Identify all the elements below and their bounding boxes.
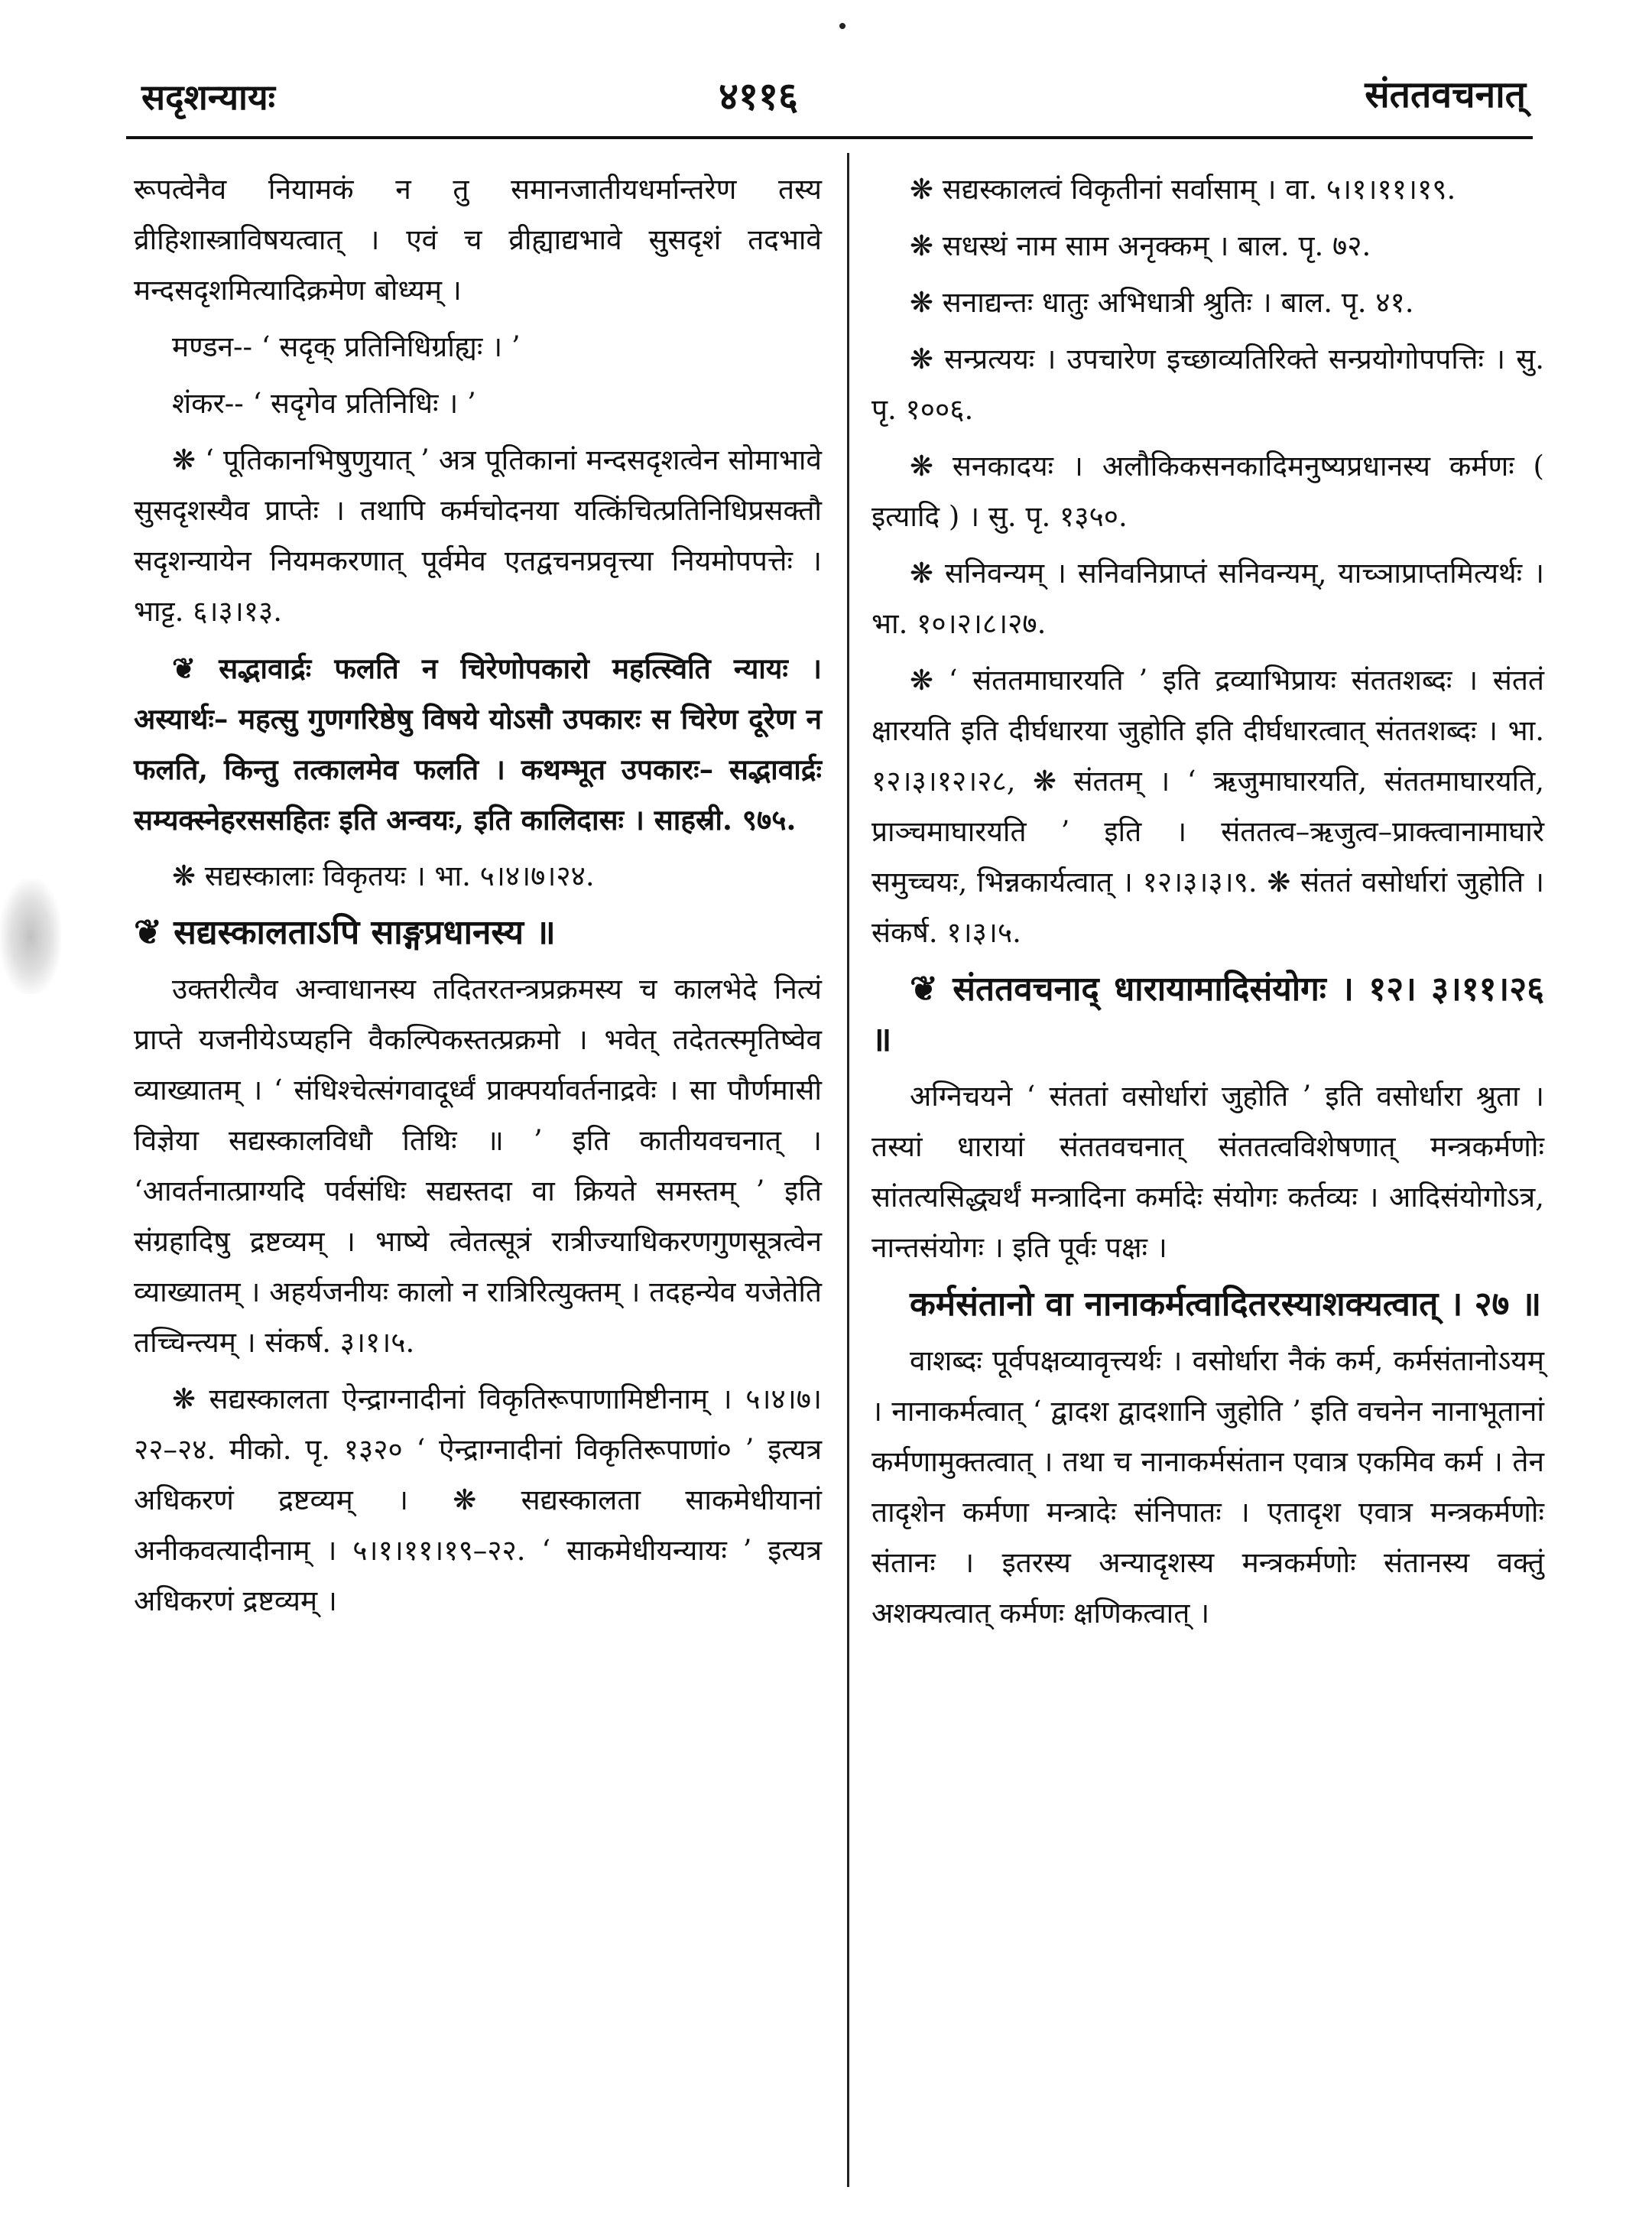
right-para-0: ❋ सद्यस्कालत्वं विकृतीनां सर्वासाम् । वा. ५।१।११।१९.	[910, 173, 1456, 206]
left-para-5: ❋ सद्यस्कालाः विकृतयः । भा. ५।४।७।२४.	[172, 860, 595, 892]
running-head-right: संततवचनात्	[1365, 73, 1526, 116]
header-rule	[126, 136, 1533, 139]
right-para-10: वाशब्दः पूर्वपक्षव्यावृत्त्यर्थः । वसोर्धारा नैकं कर्म, कर्मसंतानोऽयम् । नानाकर्मत्वात् ‘ द्वादश द्वादशानि जुहोति ’ इति वचनेन नानाभूतानां कर्मणामुक्तत्वात् । तथा च नानाकर्मसंतान एवात्र एकमिव कर्म । तेन तादृशेन कर्मणा मन्त्रादेः संनिपातः । एतादृश एवात्र मन्त्रकर्मणोः संतानः । इतरस्य अन्यादृशस्य मन्त्रकर्मणोः संतानस्य वक्तुं अशक्यत्वात् कर्मणः क्षणिकत्वात् ।	[871, 1344, 1544, 1630]
page-mark	[839, 23, 845, 29]
scan-blot	[0, 879, 61, 994]
left-para-7: उक्तरीत्यैव अन्वाधानस्य तदितरतन्त्रप्रक्रमस्य च कालभेदे नित्यं प्राप्ते यजनीयेऽप्यहनि वैकल्पिकस्तत्प्रक्रमो । भवेत् तदेतत्स्मृतिष्वेव व्याख्यातम् । ‘ संधिश्चेत्संगवादूर्ध्वं प्राक्पर्यावर्तनाद्रवेः । सा पौर्णमासी विज्ञेया सद्यस्कालविधौ तिथिः ॥ ’ इति कातीयवचनात् । ‘आवर्तनात्प्राग्यदि पर्वसंधिः सद्यस्तदा वा क्रियते समस्तम् ’ इति संग्रहादिषु द्रष्टव्यम् । भाष्ये त्वेतत्सूत्रं रात्रीज्याधिकरणगुणसूत्रत्वेन व्याख्यातम् । अहर्यजनीयः कालो न रात्रिरित्युक्तम् । तदहन्येव यजेतेति तच्चिन्त्यम् । संकर्ष. ३।१।५.	[134, 973, 822, 1359]
right-para-5: ❋ सनिवन्यम् । सनिवनिप्राप्तं सनिवन्यम्, याच्ञाप्राप्तमित्यर्थः । भा. १०।२।८।२७.	[871, 557, 1544, 640]
right-para-2: ❋ सनाद्यन्तः धातुः अभिधात्री श्रुतिः । बाल. पृ. ४१.	[910, 286, 1414, 319]
left-para-1: मण्डन-- ‘ सदृक् प्रतिनिधिर्ग्राह्यः । ’	[172, 330, 521, 363]
left-column	[134, 164, 822, 1633]
right-para-6: ❋ ‘ संततमाघारयति ’ इति द्रव्याभिप्रायः संततशब्दः । संततं क्षारयति इति दीर्घधारया जुहोति इति दीर्घधारत्वात् संततशब्दः । भा. १२।३।१२।२८, ❋ संततम् । ‘ ऋजुमाघारयति, संततमाघारयति, प्राञ्चमाघारयति ’ इति । संततत्व–ऋजुत्व–प्राक्त्वानामाघारे समुच्चयः, भिन्नकार्यत्वात् । १२।३।३।९. ❋ संततं वसोर्धारां जुहोति । संकर्ष. १।३।५.	[871, 664, 1544, 949]
right-para-3: ❋ सन्प्रत्ययः । उपचारेण इच्छाव्यतिरिक्ते सन्प्रयोगोपपत्तिः । सु. पृ. १००६.	[871, 343, 1544, 426]
page-number: ४११६	[719, 73, 798, 119]
right-heading-7: ❦ संततवचनाद् धारायामादिसंयोगः । १२। ३।११।२६ ॥	[871, 970, 1544, 1059]
left-para-2: शंकर-- ‘ सदृगेव प्रतिनिधिः । ’	[172, 387, 476, 420]
column-divider	[847, 153, 849, 2187]
left-para-4: ❦ सद्भावार्द्रः फलति न चिरेणोपकारो महत्स्विति न्यायः । अस्यार्थः– महत्सु गुणगरिष्ठेषु विषये योऽसौ उपकारः स चिरेण दूरेण न फलति, किन्तु तत्कालमेव फलति । कथम्भूत उपकारः– सद्भावार्द्रः सम्यक्स्नेहरससहितः इति अन्वयः, इति कालिदासः । साहस्री. ९७५.	[134, 652, 822, 837]
running-head-left: सदृशन्यायः	[141, 76, 275, 118]
left-para-8: ❋ सद्यस्कालता ऐन्द्राग्नादीनां विकृतिरूपाणामिष्टीनाम् । ५।४।७।२२–२४. मीको. पृ. १३२० ‘ ऐन्द्राग्नादीनां विकृतिरूपाणां० ’ इत्यत्र अधिकरणं द्रष्टव्यम् । ❋ सद्यस्कालता साकमेधीयानां अनीकवत्यादीनाम् । ५।१।११।१९–२२. ‘ साकमेधीयन्यायः ’ इत्यत्र अधिकरणं द्रष्टव्यम् ।	[134, 1383, 822, 1617]
right-para-8: अग्निचयने ‘ संततां वसोर्धारां जुहोति ’ इति वसोर्धारा श्रुता । तस्यां धारायां संततवचनात् संततत्वविशेषणात् मन्त्रकर्मणोः सांतत्यसिद्ध्यर्थं मन्त्रादिना कर्मादेः संयोगः कर्तव्यः । आदिसंयोगोऽत्र, नान्तसंयोगः । इति पूर्वः पक्षः ।	[871, 1080, 1544, 1264]
right-heading-9: कर्मसंतानो वा नानाकर्मत्वादितरस्याशक्यत्वात् । २७ ॥	[910, 1285, 1542, 1324]
right-column	[871, 164, 1544, 1645]
left-heading-6: ❦ सद्यस्कालताऽपि साङ्गप्रधानस्य ॥	[134, 913, 556, 952]
right-para-1: ❋ सधस्थं नाम साम अनृक्कम् । बाल. पृ. ७२.	[910, 229, 1371, 262]
left-para-0: रूपत्वेनैव नियामकं न तु समानजातीयधर्मान्तरेण तस्य व्रीहिशास्त्राविषयत्वात् । एवं च व्रीह्याद्यभावे सुसदृशं तदभावे मन्दसदृशमित्यादिक्रमेण बोध्यम् ।	[134, 173, 822, 307]
right-para-4: ❋ सनकादयः । अलौकिकसनकादिमनुष्यप्रधानस्य कर्मणः ( इत्यादि ) । सु. पृ. १३५०.	[871, 450, 1544, 533]
left-para-3: ❋ ‘ पूतिकानभिषुणुयात् ’ अत्र पूतिकानां मन्दसदृशत्वेन सोमाभावे सुसदृशस्यैव प्राप्तेः । तथापि कर्मचोदनया यत्किंचित्प्रतिनिधिप्रसक्तौ सदृशन्यायेन नियमकरणात् पूर्वमेव एतद्वचनप्रवृत्त्या नियमोपपत्तेः । भाट्ट. ६।३।१३.	[134, 444, 822, 628]
